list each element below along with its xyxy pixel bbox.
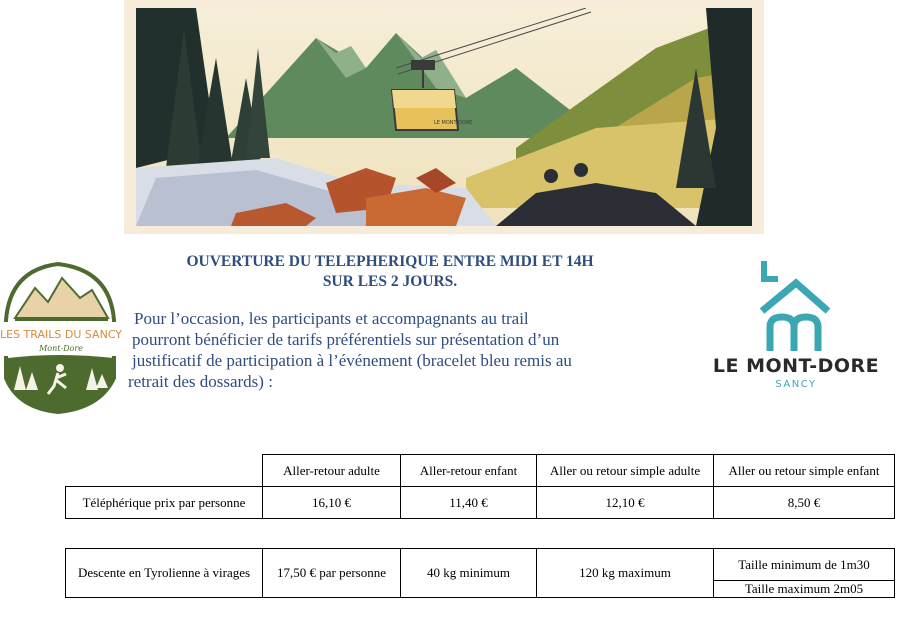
le-mont-dore-logo [706,255,886,395]
cable-car-illustration [136,8,752,226]
intro-line-4: retrait des dossards) : [128,372,273,391]
cable-car-pricing-table [65,454,895,519]
zipline-max-weight: 120 kg maximum [537,549,714,598]
mont-dore-name: LE MONT-DORE [712,355,880,377]
headline-line-2: SUR LES 2 JOURS. [322,273,458,290]
price-single-child: 8,50 € [714,487,895,519]
intro-line-3: justificatif de participation à l’événement (bracelet bleu remis au [132,351,572,370]
zipline-table [65,548,895,598]
zipline-max-height: Taille maximum 2m05 [714,581,895,598]
intro-line-2: pourront bénéficier de tarifs préférentiels sur présentation d’un [132,330,560,349]
headline-line-1: OUVERTURE DU TELEPHERIQUE ENTRE MIDI ET 14H [186,253,594,270]
zipline-label: Descente en Tyrolienne à virages [66,549,263,598]
zipline-min-height: Taille minimum de 1m30 [714,549,895,581]
zipline-min-weight: 40 kg minimum [401,549,537,598]
header-single-child: Aller ou retour simple enfant [714,455,895,487]
trails-logo-sub: Mont-Dore [39,344,83,353]
cabin-mark: LE MONT-DORE [434,120,473,126]
headline [130,252,650,292]
zipline-price: 17,50 € par personne [263,549,401,598]
header-return-child: Aller-retour enfant [401,455,537,487]
mont-dore-mark-icon [706,255,886,355]
mont-dore-sub: SANCY [775,379,817,390]
intro-line-1: Pour l’occasion, les participants et accompagnants au trail [134,309,529,328]
header-return-adult: Aller-retour adulte [263,455,401,487]
price-return-child: 11,40 € [401,487,537,519]
intro-paragraph [128,308,688,392]
header-single-adult: Aller ou retour simple adulte [537,455,714,487]
row-label-cable-car: Téléphérique prix par personne [66,487,263,519]
banner-illustration [124,0,764,234]
trails-du-sancy-logo [0,260,124,415]
price-return-adult: 16,10 € [263,487,401,519]
trails-logo-name: LES TRAILS DU SANCY [0,328,123,341]
table-corner [66,455,263,487]
price-single-adult: 12,10 € [537,487,714,519]
